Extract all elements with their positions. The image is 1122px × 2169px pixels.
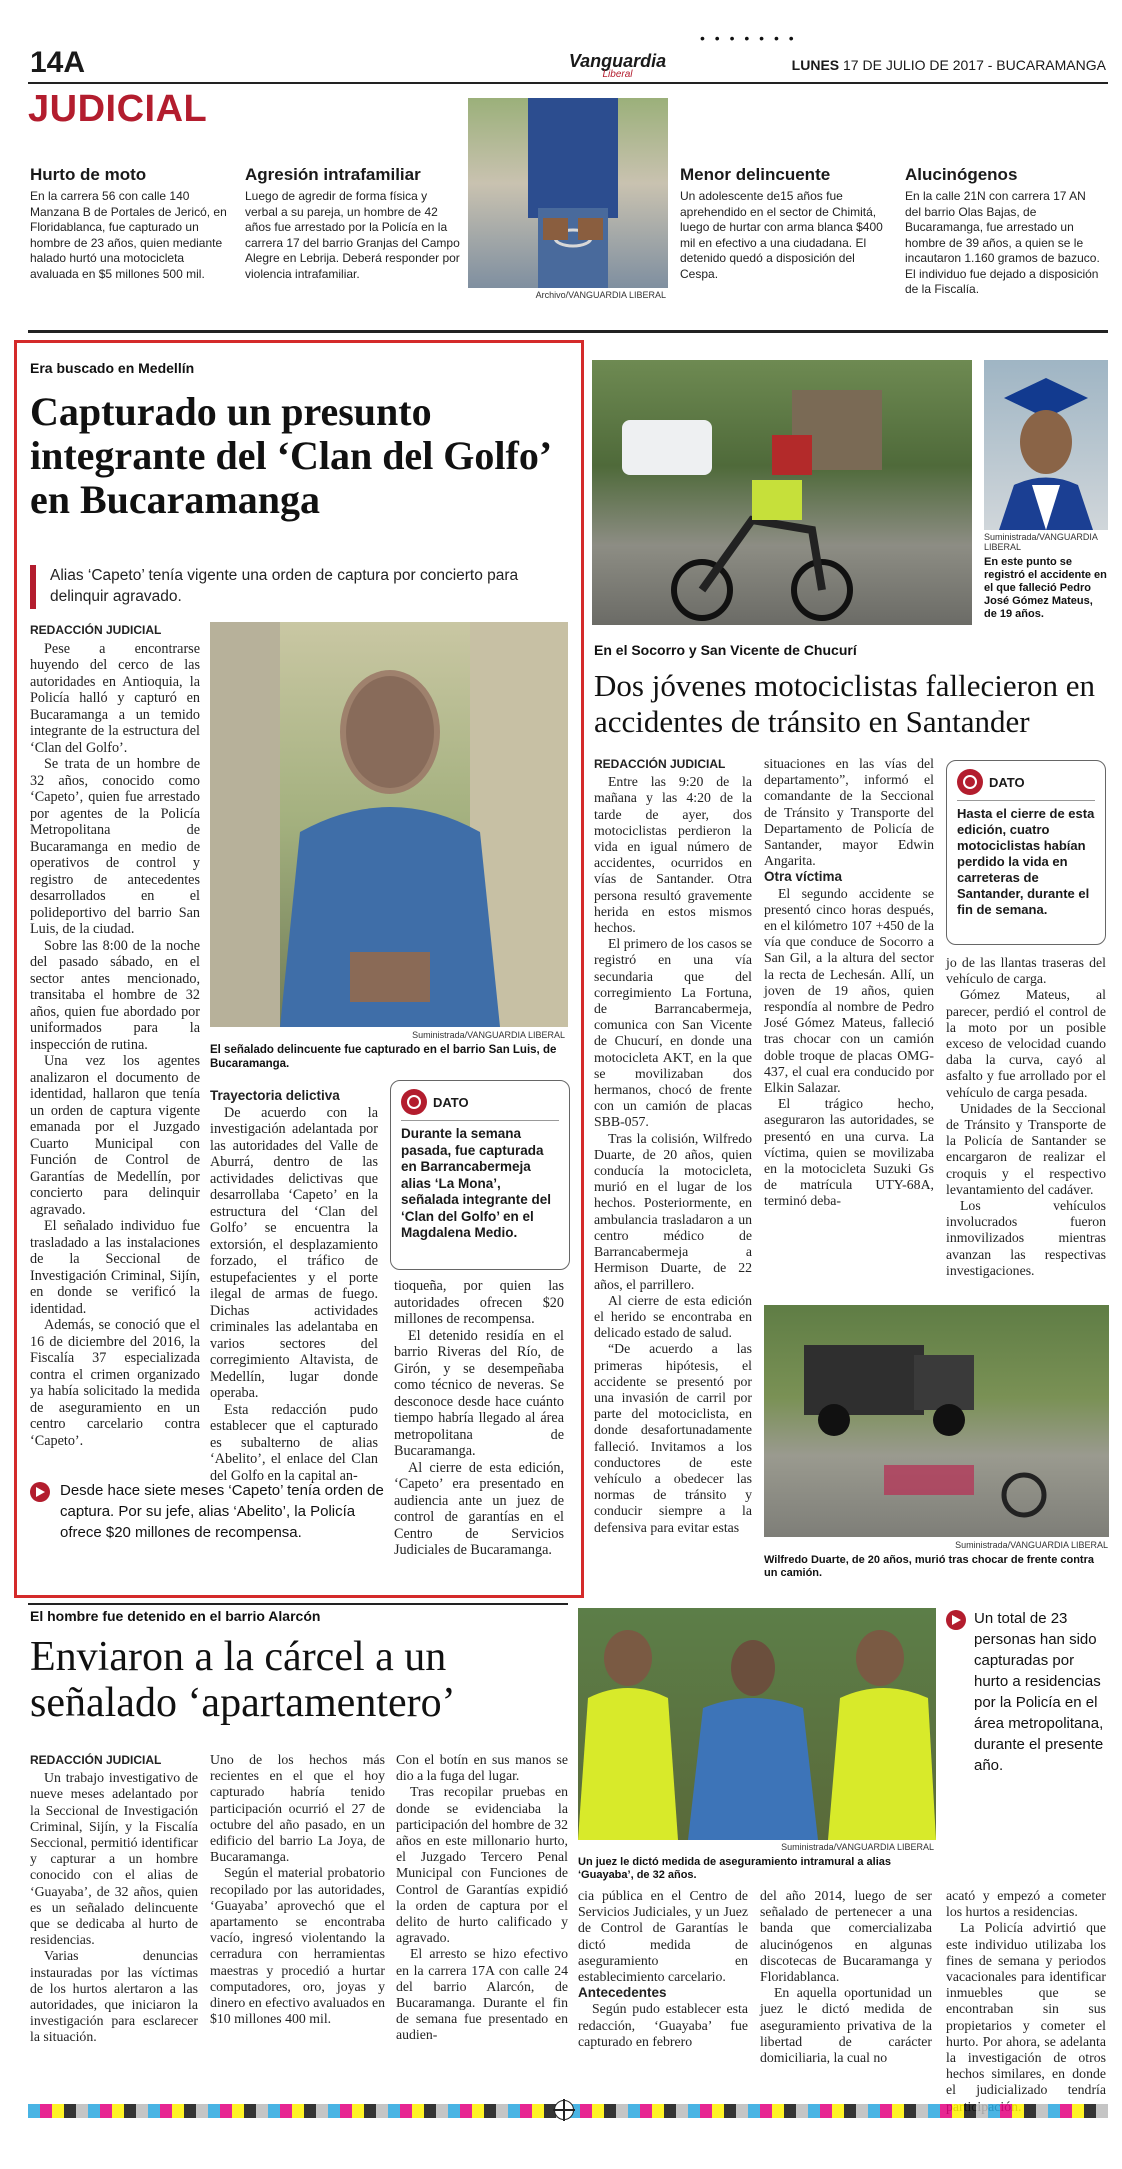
paragraph: El arresto se hizo efectivo en la carrera 17A con calle 24 del barrio Alarcón, de Bucaramanga. Durante el fin de semana fue presentado en audien- (396, 1946, 568, 2043)
article2-kicker: En el Socorro y San Vicente de Chucurí (594, 642, 857, 658)
paragraph: Los vehículos involucrados fueron inmovilizados mientras avanzan las respectivas investigaciones. (946, 1198, 1106, 1278)
lede-text: Alias ‘Capeto’ tenía vigente una orden de captura por concierto para delinquir agravado. (50, 567, 519, 605)
article3-photo-caption: Un juez le dictó medida de aseguramiento intramural a alias ‘Guayaba’, de 32 años. (578, 1856, 891, 1881)
dato-text: Hasta el cierre de esta edición, cuatro motociclistas habían perdido la vida en carreteras de Santander, durante el fin de semana. (957, 806, 1095, 917)
arrow-icon (946, 1610, 966, 1630)
paragraph: Según pudo establecer esta redacción, ‘Guayaba’ fue capturado en febrero (578, 2001, 748, 2049)
paragraph: El trágico hecho, aseguraron las autoridades, se presentó en una curva. La víctima, quien se movilizaba en la motocicleta Suzuki Gs de matrícula UTY-68A, terminó deba- (764, 1096, 934, 1209)
brief-alucinogenos (905, 165, 1105, 298)
brief-title: Menor delincuente (680, 165, 831, 184)
graduate-portrait-illustration (984, 360, 1108, 530)
article2-main-photo (592, 360, 972, 625)
article2-crash-photo-caption: Wilfredo Duarte, de 20 años, murió tras chocar de frente contra un camión. (764, 1554, 1094, 1579)
paragraph: Unidades de la Seccional de Tránsito y Transporte de la Policía de Santander se encargaron de realizar el croquis y el respectivo levantamiento del cadáver. (946, 1100, 1106, 1197)
article3-col6 (946, 1888, 1106, 2098)
brief-text: Luego de agredir de forma física y verbal a su pareja, un hombre de 42 años fue arrestado por la Policía en la carrera 17 del barrio Granjas del Campo Alegre en Lebrija. Deberá responder por violencia intrafamiliar. (245, 189, 460, 281)
article2-col3 (946, 955, 1106, 1300)
paragraph: Tras recopilar pruebas en donde se evidenciaba la participación del hombre de 32 años en este millonario hurto, el Juzgado Tercero Penal Municipal con Funciones de Control de Garantías expidió la orden de captura por el delito de hurto calificado y agravado. (396, 1784, 568, 1946)
paragraph: Tras la colisión, Wilfredo Duarte, de 20 años, quien conducía la motocicleta, murió en el lugar de los hechos. Posteriormente, en ambulancia trasladaron a un centro médico de Barrancabermeja a Hermison Duarte, de 22 años, el parrillero. (594, 1130, 752, 1292)
article3-headline: Enviaron a la cárcel a un señalado ‘apartamentero’ (30, 1634, 456, 1726)
article1-byline: REDACCIÓN JUDICIAL (30, 623, 162, 637)
brief-text: En la carrera 56 con calle 140 Manzana B de Portales de Jericó, en Floridablanca, fue capturado un hombre de 23 años, quien mediante halado hurtó una motocicleta avaluada en $5 millones 500 mil. (30, 189, 227, 281)
paragraph: Se trata de un hombre de 32 años, conocido como ‘Capeto’, quien fue arrestado por agentes de la Policía Metropolitana de Bucaramanga en medio de operativos de control y registro de antecedentes desarrollados en el polideportivo del barrio San Luis, de la ciudad. (30, 756, 200, 937)
article1-headline: Capturado un presunto integrante del ‘Clan del Golfo’ en Bucaramanga (30, 389, 550, 522)
article2-dato-box (946, 760, 1106, 945)
brief-title: Hurto de moto (30, 165, 147, 184)
article3-top-rule (28, 1603, 568, 1605)
article1-photo-credit: Suministrada/VANGUARDIA LIBERAL (412, 1030, 565, 1040)
dato-icon (401, 1089, 427, 1115)
article3-side-quote (946, 1608, 1106, 1776)
dato-rule (401, 1120, 559, 1121)
paragraph: “De acuerdo a las primeras hipótesis, el accidente se presentó por una invasión de carril por parte del motociclista, en donde desafortunadamente falleció. Invitamos a los conductores de este vehículo a obedecer las normas de tránsito y conducir siempre a la defensiva para evitar estas (594, 1341, 752, 1535)
article2-crash-photo (764, 1305, 1109, 1537)
paragraph: El detenido residía en el barrio Riveras del Río, de Girón, y se desempeñaba como técnico de neveras. Se desconoce desde hace cuánto tiempo habría llegado al área metropolitana de Bucaramanga. (394, 1327, 564, 1459)
pullquote-text: Desde hace siete meses ‘Capeto’ tenía orden de captura. Por su jefe, alias ‘Abelito’, la Policía ofrece $20 millones de recompensa. (60, 1482, 384, 1541)
masthead (545, 52, 690, 80)
brief-photo (468, 98, 668, 288)
arrow-icon (30, 1482, 50, 1502)
dato-text: Durante la semana pasada, fue capturada en Barrancabermeja alias ‘La Mona’, señalada integrante del ‘Clan del Golfo’ en el Magdalena Medio. (401, 1126, 552, 1240)
article3-subhead: Antecedentes (578, 1985, 667, 2001)
article1-subhead: Trayectoria delictiva (210, 1088, 340, 1103)
masthead-subtitle: Liberal (602, 69, 633, 80)
article3-kicker: El hombre fue detenido en el barrio Alarcón (30, 1608, 321, 1624)
brief-hurto (30, 165, 235, 282)
article2-subhead: Otra víctima (764, 869, 843, 885)
section-title: JUDICIAL (28, 88, 208, 130)
paragraph: Esta redacción pudo establecer que el capturado es subalterno de alias ‘Abelito’, el enlace del Clan del Golfo en la capital an- (210, 1401, 378, 1484)
article1-pullquote (30, 1480, 385, 1543)
brief-text: En la calle 21N con carrera 17 AN del barrio Olas Bajas, de Bucaramanga, fue arrestado un hombre de 39 años, a quien se le incautaron 1.160 gramos de bazuco. El individuo fue dejado a disposición de la Fiscalía. (905, 189, 1100, 296)
top-dots: • • • • • • • (700, 30, 797, 46)
article3-byline: REDACCIÓN JUDICIAL (30, 1753, 162, 1767)
paragraph: jo de las llantas traseras del vehículo de carga. (946, 955, 1106, 987)
paragraph: En aquella oportunidad un juez le dictó medida de aseguramiento privativa de la libertad de carácter domiciliaria, la cual no (760, 1985, 932, 2066)
registration-mark-icon (554, 2100, 574, 2120)
paragraph: Entre las 9:20 de la mañana y las 4:20 de la tarde de ayer, dos motociclistas perdieron la vida en igual número de accidentes, ocurridos en vías de Santander. Otra persona resultó gravemente herida en estos mismos hechos. (594, 774, 752, 936)
dato-rule (957, 800, 1095, 801)
article3-col2 (210, 1752, 385, 2087)
paragraph: Varias denuncias instauradas por las víctimas de los hurtos alertaron a las autoridades, que iniciaron la investigación para esclarecer la situación. (30, 1948, 198, 2045)
header-rule (28, 82, 1108, 84)
article3-photo (578, 1608, 936, 1840)
paragraph: Pese a encontrarse huyendo del cerco de las autoridades en Antioquia, la Policía halló y capturó en Bucaramanga a un temido integrante de la estructura del ‘Clan del Golfo’. (30, 640, 200, 756)
paragraph: Con el botín en sus manos se dio a la fuga del lugar. (396, 1752, 568, 1784)
issue-date-rest: 17 DE JULIO DE 2017 - BUCARAMANGA (843, 57, 1106, 73)
dato-label: DATO (989, 774, 1025, 790)
paragraph: Además, se conoció que el 16 de diciembre del 2016, la Fiscalía 37 especializada contra el crimen organizado ya había solicitado la medida de aseguramiento en un centro carcelario contra ‘Capeto’. (30, 1317, 200, 1449)
paragraph: Uno de los hechos más recientes en el que el hoy capturado habría tenido participación ocurrió el 27 de octubre del año pasado, en un edificio del barrio La Joya, de Bucaramanga. (210, 1752, 385, 1865)
article1-col3 (394, 1278, 564, 1583)
suspect-photo-illustration (210, 622, 568, 1027)
brief-text: Un adolescente de15 años fue aprehendido en el sector de Chimitá, luego de hurtar con arma blanca $400 mil en efectivo a una ciudadana. El detenido quedó a disposición del Cespa. (680, 189, 883, 281)
paragraph: del año 2014, luego de ser señalado de pertenecer a una banda que comercializaba alucinógenos en algunas discotecas de Bucaramanga y Floridablanca. (760, 1888, 932, 1985)
issue-date (792, 57, 1106, 73)
briefs-rule (28, 330, 1108, 333)
brief-agresion (245, 165, 460, 282)
accident-scene-illustration (592, 360, 972, 625)
brief-title: Alucinógenos (905, 165, 1018, 184)
side-quote-text: Un total de 23 personas han sido capturadas por hurto a residencias por la Policía en el área metropolitana, durante el presente año. (974, 1610, 1104, 1774)
article1-photo-caption: El señalado delincuente fue capturado en el barrio San Luis, de Bucaramanga. (210, 1044, 557, 1070)
paragraph: Según el material probatorio recopilado por las autoridades, ‘Guayaba’ aprovechó que el apartamento se encontraba vacío, ingresó violentando la cerradura con herramientas maestras y procedió a hurtar computadores, oro, joyas y dinero en efectivo avaluados en $10 millones 400 mil. (210, 1865, 385, 2027)
article2-byline: REDACCIÓN JUDICIAL (594, 757, 726, 771)
paragraph: La Policía advirtió que este individuo utilizaba los fines de semana y periodos vacacionales para identificar inmuebles que se encontraban sin sus propietarios y cometer el hurto. Por ahora, se adelanta la investigación de otros hechos similares, en donde el judicializado tendría (946, 1920, 1106, 2098)
paragraph: Sobre las 8:00 de la noche del pasado sábado, en el sector antes mencionado, transitaba el hombre de 32 años, quien fue abordado por uniformados para la inspección de rutina. (30, 937, 200, 1053)
dato-label: DATO (433, 1094, 469, 1110)
paragraph: De acuerdo con la investigación adelantada por las autoridades del Valle de Aburrá, dentro de las actividades delictivas que desarrollaba ‘Capeto’ en la estructura del ‘Clan del Golfo’ se encuentra la extorsión, el desplazamiento forzado, el tráfico de estupefacientes y el porte ilegal de armas de fuego. Dichas actividades criminales las adelantaba en varios sectores del corregimiento Altavista, de Medellín, lugar donde operaba. (210, 1104, 378, 1401)
article2-col1 (594, 756, 752, 1556)
issue-day: LUNES (791, 57, 840, 73)
article1-photo (210, 622, 568, 1027)
dato-icon (957, 769, 983, 795)
police-arrest-illustration (578, 1608, 936, 1840)
article1-col2 (210, 1088, 378, 1484)
page-number: 14A (30, 46, 86, 79)
paragraph: Una vez los agentes analizaron el documento de identidad, hallaron que tenía un orden de captura vigente emanada por el Juzgado Cuarto Municipal con Función de Control de Garantías de Medellín, por concierto para delinquir agravado. (30, 1053, 200, 1218)
brief-photo-credit: Archivo/VANGUARDIA LIBERAL (535, 290, 666, 300)
paragraph: El primero de los casos se registró en una vía secundaria que del corregimiento La Fortuna, de Barrancabermeja, comunica con San Vicente de Chucurí, en donde una motocicleta AKT, en la que se movilizaban dos hermanos, chocó de frente con un camión de placas SBB-057. (594, 936, 752, 1130)
paragraph: Gómez Mateus, al parecer, perdió el control de la moto por un posible exceso de velocidad cuando daba la curva, cayó al asfalto y fue arrollado por el vehículo de carga pesada. (946, 987, 1106, 1100)
brief-title: Agresión intrafamiliar (245, 165, 421, 184)
lede-bar (30, 565, 36, 609)
article2-col2 (764, 756, 934, 1304)
truck-crash-illustration (764, 1305, 1109, 1537)
article2-headline: Dos jóvenes motociclistas fallecieron en accidentes de tránsito en Santander (594, 668, 1096, 739)
article1-dato-box (390, 1080, 570, 1270)
article1-col1 (30, 622, 200, 1467)
paragraph: situaciones en las vías del departamento”, informó el comandante de la Seccional de Tránsito y Transporte del Departamento de Policía de Santander, mayor Edwin Angarita. (764, 756, 934, 869)
handcuffed-man-illustration (468, 98, 668, 288)
article2-victim-photo (984, 360, 1108, 530)
article2-side-caption: En este punto se registró el accidente en el que falleció Pedro José Gómez Mateus, de 19 años. (984, 556, 1107, 620)
article3-photo-credit: Suministrada/VANGUARDIA LIBERAL (781, 1842, 934, 1852)
paragraph: El señalado individuo fue trasladado a las instalaciones de la Seccional de Investigación Criminal, Sijín, en donde se verificó la identidad. (30, 1218, 200, 1317)
article3-col3 (396, 1752, 568, 2087)
paragraph: tioqueña, por quien las autoridades ofrecen $20 millones de recompensa. (394, 1278, 564, 1327)
article1-kicker: Era buscado en Medellín (30, 360, 195, 376)
article3-col4 (578, 1888, 748, 2088)
brief-menor (680, 165, 885, 282)
paragraph: cia pública en el Centro de Servicios Judiciales, y un Juez de Control de Garantías le dictó medida de aseguramiento en establecimiento carcelario. (578, 1888, 748, 1985)
paragraph: El segundo accidente se presentó cinco horas después, en el kilómetro 107 +450 de la vía que conduce de Socorro a San Gil, a la altura del sector la recta de Lechesán. Allí, un joven de 19 años, quien respondía al nombre de Pedro José Gómez Mateus, falleció tras chocar con un camión doble troque de placas OMG-437, el cual era conducido por Elkin Salazar. (764, 885, 934, 1096)
article3-col5 (760, 1888, 932, 2088)
paragraph: Al cierre de esta edición el herido se encontraba en delicado estado de salud. (594, 1292, 752, 1341)
article1-lede (30, 565, 560, 607)
article2-crash-photo-credit: Suministrada/VANGUARDIA LIBERAL (955, 1540, 1108, 1550)
paragraph: Al cierre de esta edición, ‘Capeto’ era presentado en audiencia ante un juez de control de garantías en el Centro de Servicios Judiciales de Bucaramanga. (394, 1459, 564, 1558)
article3-col1 (30, 1752, 198, 2087)
paragraph: acató y empezó a cometer los hurtos a residencias. (946, 1888, 1106, 1920)
article2-victim-photo-credit: Suministrada/VANGUARDIA LIBERAL (984, 532, 1098, 552)
paragraph: Un trabajo investigativo de nueve meses adelantado por la Seccional de Investigación Criminal, Sijín, y la Fiscalía Seccional, permitió identificar y capturar a un hombre conocido con el alias de ‘Guayaba’, de 32 años, quien es un señalado delincuente que se dedicaba al hurto de residencias. (30, 1770, 198, 1948)
masthead-title: Vanguardia (568, 51, 667, 71)
